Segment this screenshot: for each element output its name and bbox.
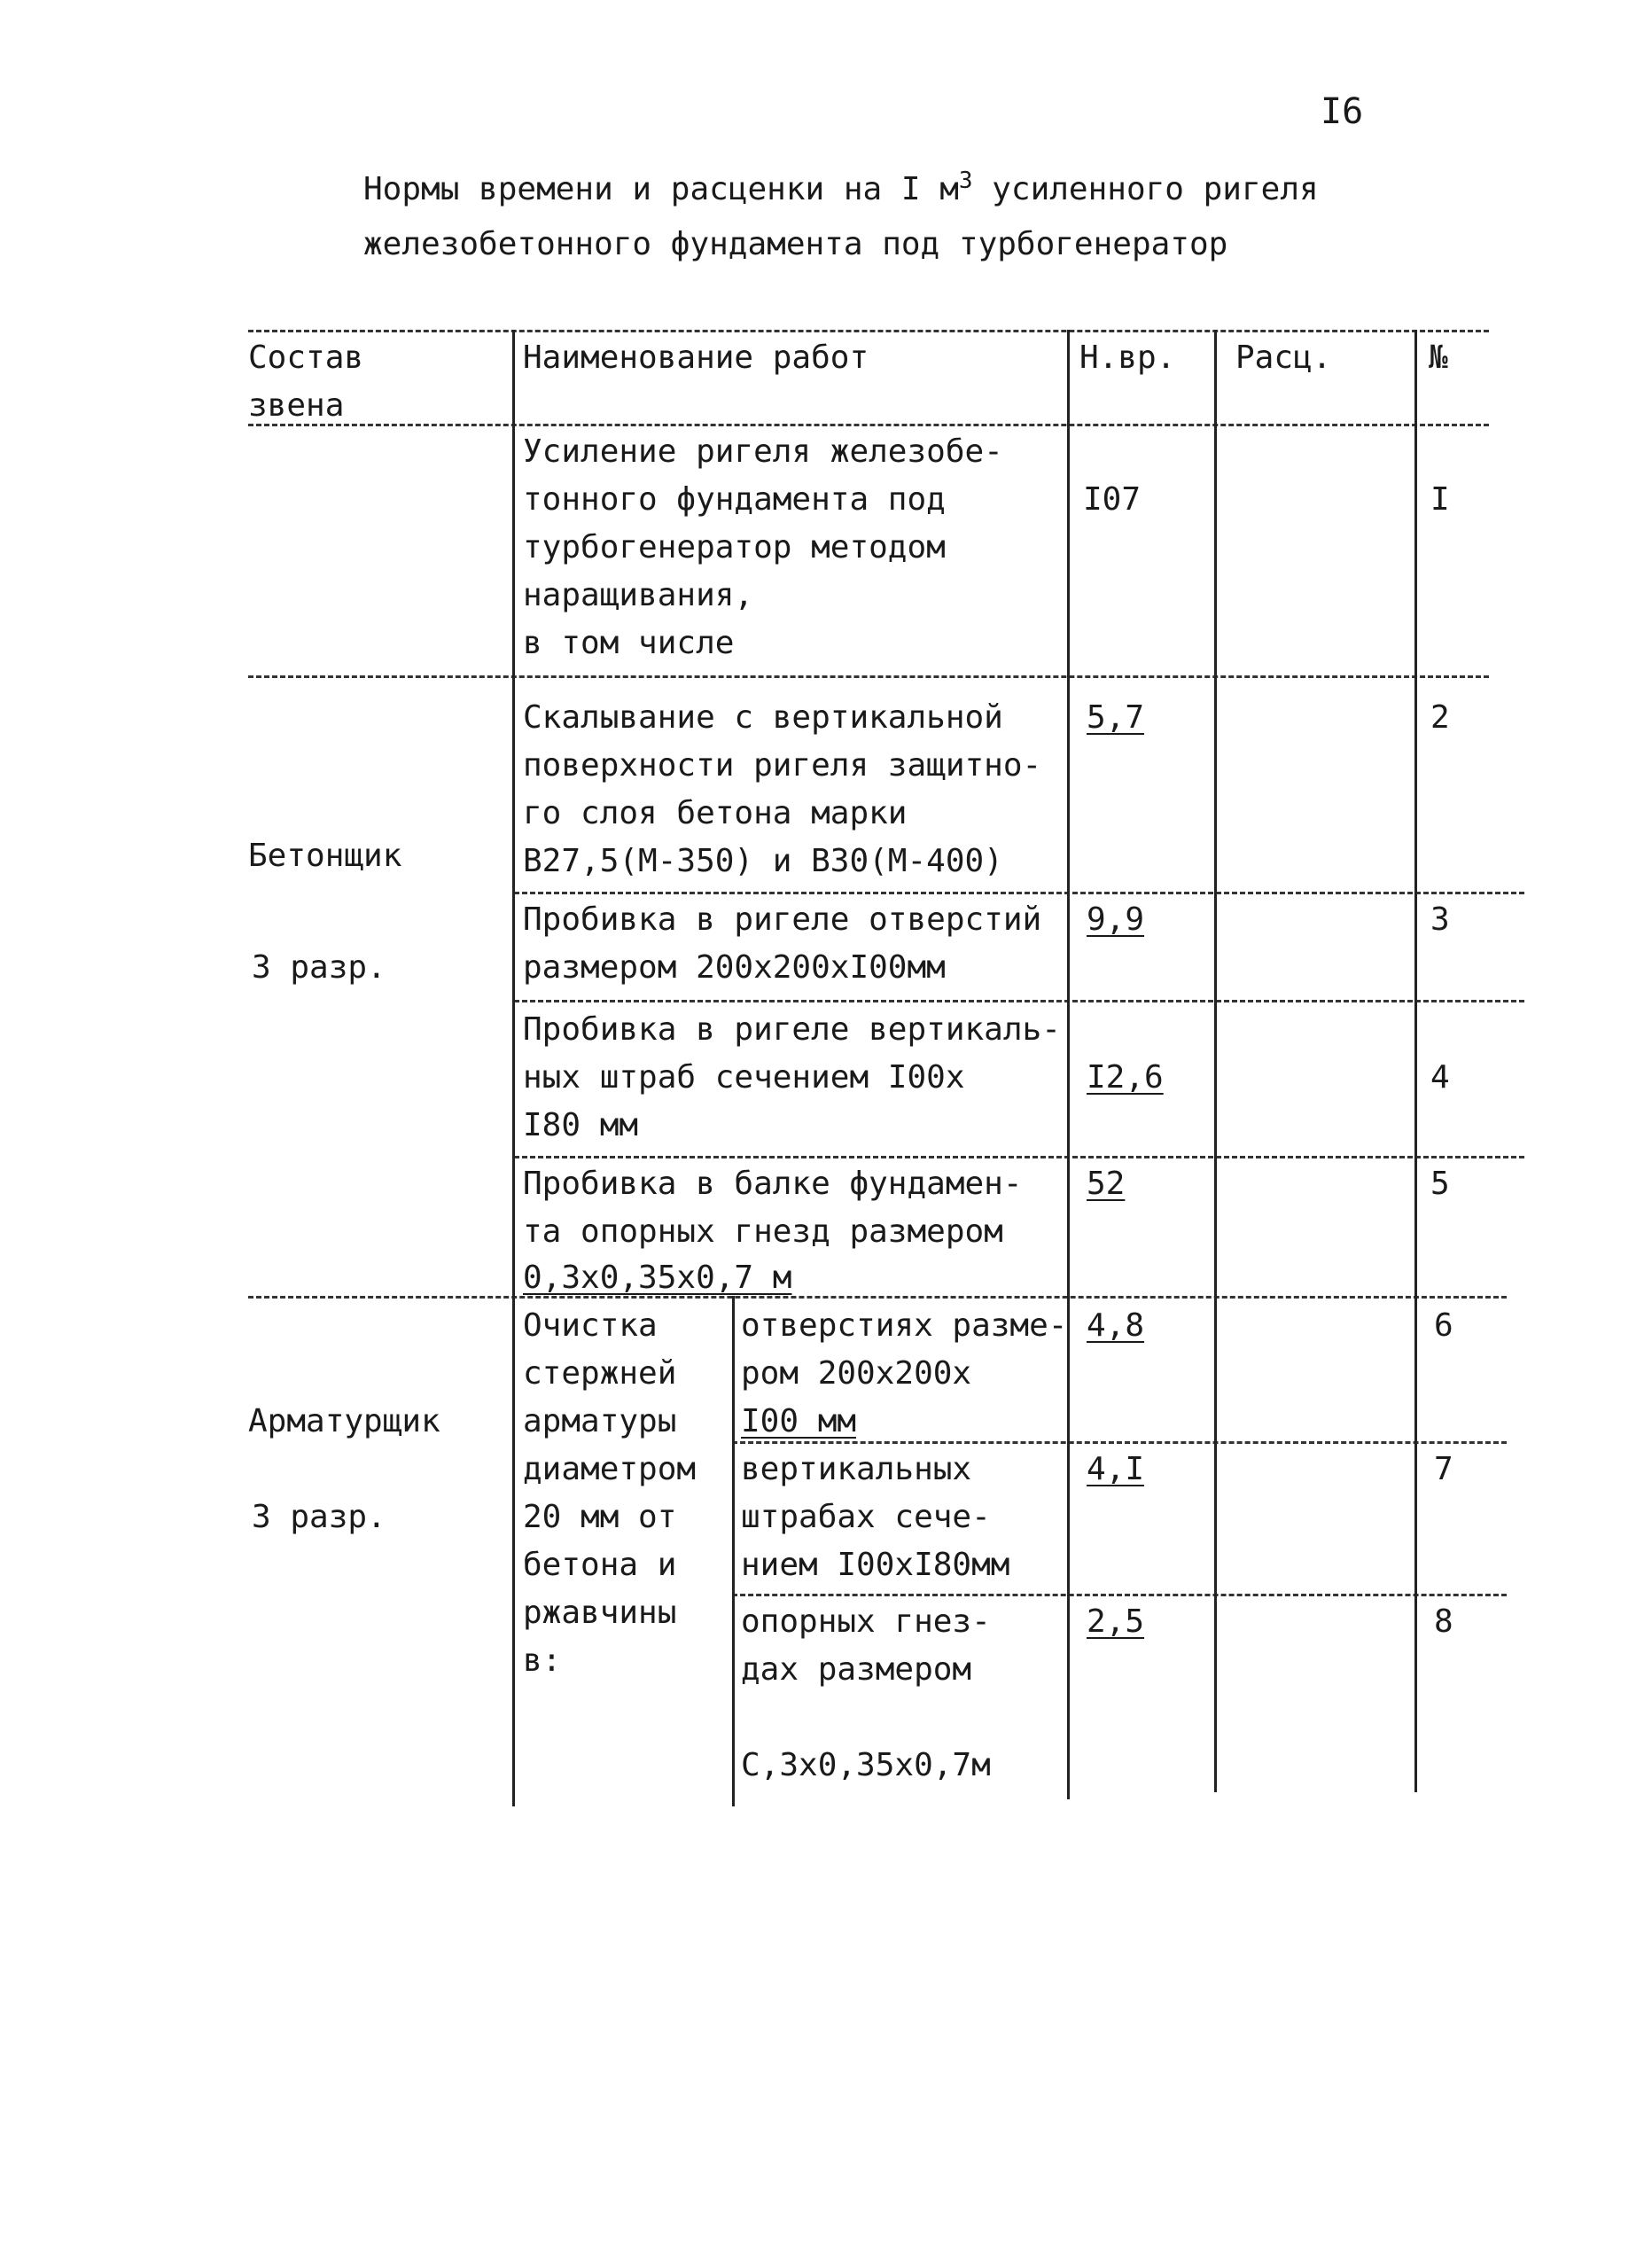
- work-line: стержней: [523, 1355, 677, 1392]
- work-line: С,3х0,35х0,7м: [741, 1747, 991, 1783]
- work-line: бетона и: [523, 1547, 677, 1583]
- page-subtitle: железобетонного фундамента под турбогенератор: [363, 226, 1228, 262]
- col-line-sub: [732, 1296, 735, 1806]
- work-line: Скалывание с вертикальной: [523, 699, 1003, 736]
- trade-grade: 3 разр.: [252, 949, 386, 986]
- work-line: дах размером: [741, 1651, 972, 1688]
- rule-header: [248, 424, 1489, 426]
- col-line-3: [1214, 330, 1217, 1792]
- header-crew: Состав: [248, 339, 364, 376]
- rule-row4: [514, 1156, 1524, 1158]
- work-line: арматуры: [523, 1403, 677, 1439]
- col-line-1: [512, 330, 515, 1806]
- norm-value: I07: [1083, 481, 1142, 518]
- work-line: диаметром: [523, 1451, 697, 1487]
- rule-row3: [514, 1000, 1524, 1002]
- row-number: 8: [1434, 1603, 1453, 1640]
- norm-value: I2,6: [1087, 1059, 1164, 1096]
- work-line: в:: [523, 1642, 562, 1679]
- header-rate: Расц.: [1235, 339, 1332, 376]
- title-superscript: 3: [958, 168, 973, 194]
- row-number: 4: [1430, 1059, 1450, 1096]
- row-number: 7: [1434, 1451, 1453, 1487]
- row-number: 6: [1434, 1307, 1453, 1344]
- rule-row5: [248, 1296, 1507, 1299]
- work-line: Пробивка в ригеле отверстий: [523, 901, 1042, 938]
- row-number: 3: [1430, 901, 1450, 938]
- rule-sub1: [732, 1441, 1507, 1444]
- norm-value: 4,8: [1087, 1307, 1145, 1344]
- col-line-2: [1067, 330, 1070, 1799]
- norm-value: 2,5: [1087, 1603, 1145, 1640]
- work-line: наращивания,: [523, 577, 754, 613]
- work-line: Очистка: [523, 1307, 658, 1344]
- work-line: нием I00хI80мм: [741, 1547, 1010, 1583]
- title-text: Нормы времени и расценки на I м: [363, 171, 959, 207]
- rule-top: [248, 330, 1489, 332]
- header-crew-2: звена: [248, 387, 345, 424]
- work-line: тонного фундамента под: [523, 481, 946, 518]
- work-line: 20 мм от: [523, 1499, 677, 1535]
- title-text-end: усиленного ригеля: [972, 171, 1319, 207]
- page-title: [363, 163, 1319, 207]
- row-number: I: [1430, 481, 1450, 518]
- norm-value: 9,9: [1087, 901, 1145, 938]
- header-number: №: [1429, 339, 1448, 376]
- work-line: го слоя бетона марки: [523, 795, 908, 831]
- work-line: в том числе: [523, 625, 735, 661]
- row-number: 2: [1430, 699, 1450, 736]
- work-line: I80 мм: [523, 1107, 639, 1143]
- rule-sub2: [732, 1594, 1507, 1596]
- header-work-name: Наименование работ: [523, 339, 869, 376]
- trade-grade: 3 разр.: [252, 1499, 386, 1535]
- work-line: ржавчины: [523, 1595, 677, 1631]
- work-line: вертикальных: [741, 1451, 972, 1487]
- norm-value: 4,I: [1087, 1451, 1145, 1487]
- row-number: 5: [1430, 1166, 1450, 1202]
- page-number: I6: [1321, 91, 1364, 132]
- work-line: Усиление ригеля железобе-: [523, 433, 1003, 470]
- work-line: та опорных гнезд размером: [523, 1213, 1003, 1250]
- rule-row2: [514, 892, 1524, 894]
- work-line: отверстиях разме-: [741, 1307, 1068, 1344]
- trade-rebar-worker: Арматурщик: [248, 1403, 440, 1439]
- rule-row1: [248, 675, 1489, 678]
- norm-value: 5,7: [1087, 699, 1145, 736]
- work-line: опорных гнез-: [741, 1603, 991, 1640]
- header-norm: Н.вр.: [1079, 339, 1176, 376]
- work-line: 0,3х0,35х0,7 м: [523, 1260, 792, 1296]
- work-line: Пробивка в балке фундамен-: [523, 1166, 1023, 1202]
- work-line: размером 200х200хI00мм: [523, 949, 946, 986]
- work-line: В27,5(М-350) и В30(М-400): [523, 843, 1003, 879]
- work-line: ных штраб сечением I00х: [523, 1059, 965, 1096]
- work-line: поверхности ригеля защитно-: [523, 747, 1042, 784]
- col-line-4: [1414, 330, 1417, 1792]
- work-line: штрабах сече-: [741, 1499, 991, 1535]
- trade-concrete-worker: Бетонщик: [248, 838, 402, 874]
- work-line: турбогенератор методом: [523, 529, 946, 566]
- work-line: ром 200х200х: [741, 1355, 972, 1392]
- norm-value: 52: [1087, 1166, 1126, 1202]
- work-line: I00 мм: [741, 1403, 857, 1439]
- work-line: Пробивка в ригеле вертикаль-: [523, 1011, 1061, 1048]
